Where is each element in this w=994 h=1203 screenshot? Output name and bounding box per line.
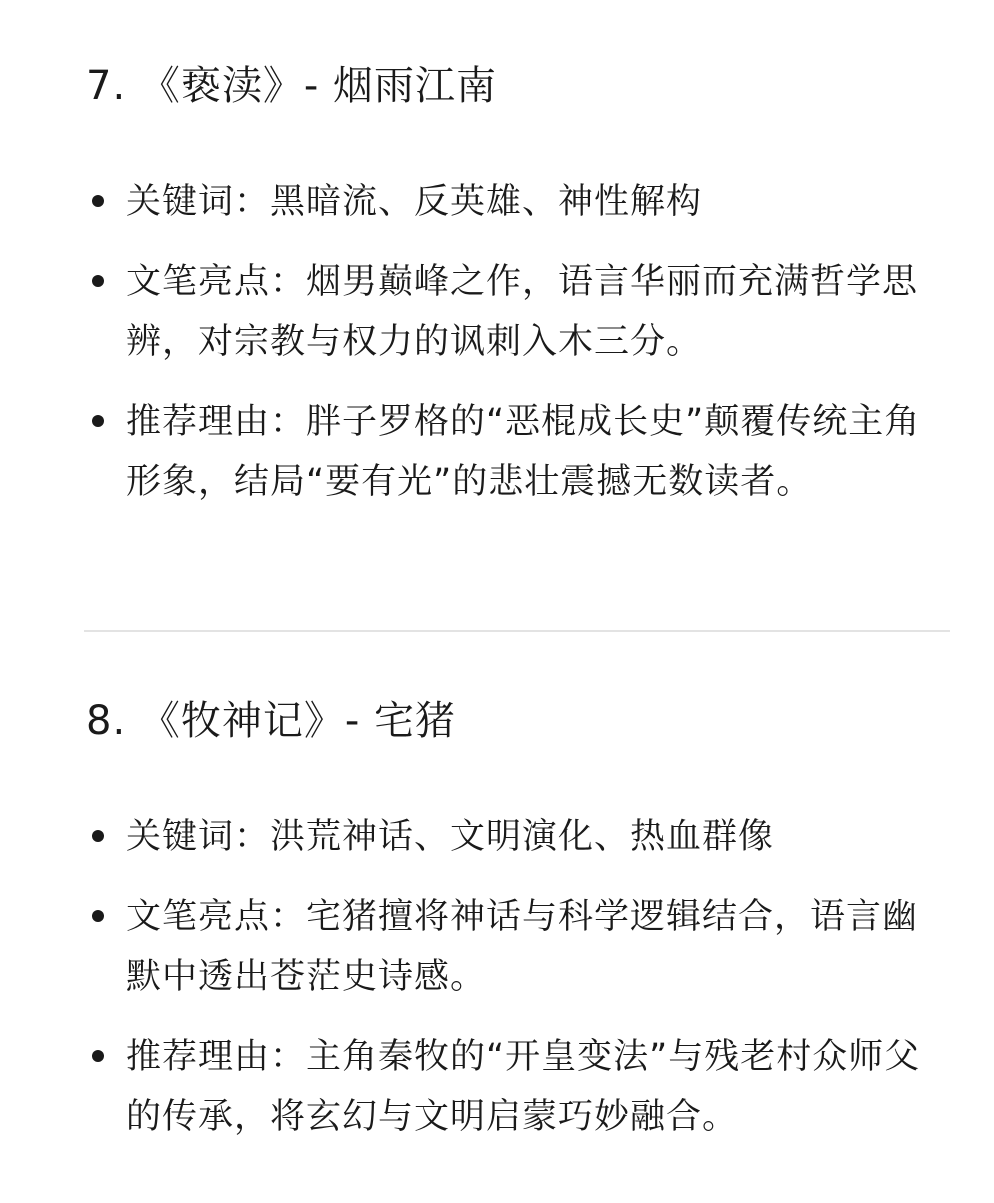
list-item-keywords xyxy=(86,807,952,867)
bullet-icon xyxy=(92,415,104,427)
bullet-icon xyxy=(92,275,104,287)
bullet-icon xyxy=(92,830,104,842)
item-label: 关键词 xyxy=(126,182,235,222)
bullet-icon xyxy=(92,1050,104,1062)
bullet-list xyxy=(86,807,952,1147)
bullet-icon xyxy=(92,195,104,207)
list-item-reason xyxy=(86,392,952,512)
item-text: 主角秦牧的“开皇变法”与残老村众师父的传承，将玄幻与文明启蒙巧妙融合。 xyxy=(126,1037,921,1137)
item-text: 黑暗流、反英雄、神性解构 xyxy=(270,182,703,222)
section-divider xyxy=(84,630,950,632)
list-item-reason xyxy=(86,1027,952,1147)
section-title: 8. 《牧神记》- 宅猪 xyxy=(86,698,457,744)
list-item-highlights xyxy=(86,252,952,372)
item-separator: ： xyxy=(270,402,307,442)
list-item-highlights xyxy=(86,887,952,1007)
bullet-icon xyxy=(92,910,104,922)
item-text: 胖子罗格的“恶棍成长史”颠覆传统主角形象，结局“要有光”的悲壮震撼无数读者。 xyxy=(126,402,921,502)
item-text: 烟男巅峰之作，语言华丽而充满哲学思辨，对宗教与权力的讽刺入木三分。 xyxy=(126,262,919,362)
item-label: 关键词 xyxy=(126,817,235,857)
item-label: 文笔亮点 xyxy=(126,897,271,937)
section-8 xyxy=(86,697,952,1137)
section-title: 7. 《亵渎》- 烟雨江南 xyxy=(86,63,498,109)
section-7 xyxy=(86,62,952,502)
item-text: 宅猪擅将神话与科学逻辑结合，语言幽默中透出苍茫史诗感。 xyxy=(126,897,919,997)
item-separator: ： xyxy=(270,897,307,937)
item-label: 文笔亮点 xyxy=(126,262,271,302)
item-separator: ： xyxy=(234,182,271,222)
item-label: 推荐理由 xyxy=(126,402,271,442)
item-separator: ： xyxy=(234,817,271,857)
item-label: 推荐理由 xyxy=(126,1037,271,1077)
list-item-keywords xyxy=(86,172,952,232)
item-separator: ： xyxy=(270,262,307,302)
bullet-list xyxy=(86,172,952,512)
item-separator: ： xyxy=(270,1037,307,1077)
item-text: 洪荒神话、文明演化、热血群像 xyxy=(270,817,775,857)
